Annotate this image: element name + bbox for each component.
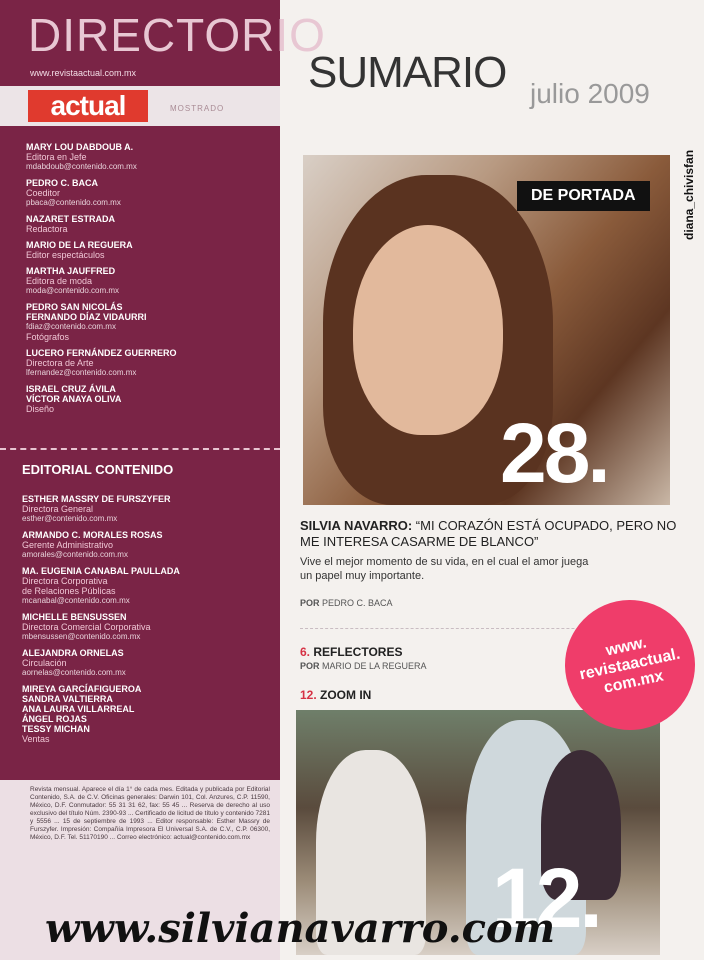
staff-entry — [26, 266, 271, 296]
fine-print: Revista mensual. Aparece el día 1° de cada mes. Editada y publicada por Editorial Contenido, S.A. de C.V. Oficinas generales: Darwin 101, Col. Anzures, C.P. 11590, México, D.F. Conmutador: 55 31 31 62, fax: 55 45 ... Reserva de derecho al uso exclusivo del título Núm. 2390-93 ... Certificado de licitud de título y contenido 7281 y 5556 ... 15 de septiembre de 1993 ... Editor responsable: Esther Massry de Furszyfer. Impresión: Compañía Impresora El Universal S.A. de C.V., C.P. 06300, México, D.F. Tel. 51170190 ... Correo electrónico: actual@contenido.com.mx — [30, 786, 270, 841]
cover-page-number: 28. — [500, 406, 608, 500]
section-title: REFLECTORES — [310, 645, 403, 659]
headline-quote: “MI CORAZÓN ESTÁ OCUPADO, PERO NO ME INTERESA CASARME DE BLANCO” — [300, 518, 677, 549]
staff-entry — [26, 240, 271, 260]
staff-role: Directora de Arte — [26, 358, 94, 368]
staff-email: pbaca@contenido.com.mx — [26, 198, 121, 207]
staff-list — [26, 142, 271, 420]
cover-byline — [300, 598, 393, 608]
headline-name: SILVIA NAVARRO: — [300, 518, 413, 533]
cover-headline — [300, 518, 680, 550]
staff-entry — [26, 302, 271, 342]
logo-side-text: MOSTRADO — [170, 104, 225, 113]
website-badge[interactable]: www. revistaactual. com.mx — [553, 588, 704, 742]
staff-entry — [26, 178, 271, 208]
section-number: 12. — [300, 688, 317, 702]
staff-role: Directora Corporativa de Relaciones Públicas — [22, 576, 116, 596]
staff-entry — [22, 612, 270, 642]
staff-email: mbensussen@contenido.com.mx — [22, 632, 141, 641]
staff-name: NAZARET ESTRADA — [26, 214, 115, 224]
site-url: www.revistaactual.com.mx — [30, 68, 137, 78]
staff-entry — [26, 214, 271, 234]
staff-name: LUCERO FERNÁNDEZ GUERRERO — [26, 348, 177, 358]
editorial-staff-list — [22, 494, 270, 750]
section-number: 6. — [300, 645, 311, 659]
staff-role: Ventas — [22, 734, 50, 744]
staff-email: moda@contenido.com.mx — [26, 286, 120, 295]
issue-date: julio 2009 — [530, 78, 650, 109]
section-reflectores[interactable] — [300, 645, 402, 659]
staff-email: mcanabal@contenido.com.mx — [22, 596, 130, 605]
staff-entry — [22, 648, 270, 678]
staff-entry — [22, 494, 270, 524]
byline-por: POR — [300, 598, 320, 608]
section-byline — [300, 661, 427, 671]
staff-entry — [26, 142, 271, 172]
section-divider — [0, 448, 280, 450]
staff-entry — [22, 566, 270, 606]
face-shape — [353, 225, 503, 435]
cover-tag: DE PORTADA — [517, 181, 650, 211]
staff-email: fdiaz@contenido.com.mx — [26, 322, 116, 331]
staff-name: MARY LOU DABDOUB A. — [26, 142, 134, 152]
actual-logo: actual — [28, 90, 148, 122]
staff-role: Diseño — [26, 404, 55, 414]
staff-entry — [26, 348, 271, 378]
staff-role: Directora Comercial Corporativa — [22, 622, 151, 632]
staff-email: aornelas@contenido.com.mx — [22, 668, 126, 677]
staff-role: Fotógrafos — [26, 332, 70, 342]
staff-entry — [22, 684, 270, 744]
staff-name: ESTHER MASSRY DE FURSZYFER — [22, 494, 171, 504]
staff-role: Coeditor — [26, 188, 61, 198]
zoom-page-number: 12. — [492, 851, 600, 945]
staff-name: MARIO DE LA REGUERA — [26, 240, 133, 250]
staff-role: Editora en Jefe — [26, 152, 87, 162]
bottom-watermark: www.silvianavarro.com — [45, 905, 556, 952]
staff-entry — [26, 384, 271, 414]
section-zoom-in[interactable] — [300, 688, 371, 702]
staff-name: MICHELLE BENSUSSEN — [22, 612, 127, 622]
staff-role: Directora General — [22, 504, 94, 514]
byline-por: POR — [300, 661, 320, 671]
staff-name: MA. EUGENIA CANABAL PAULLADA — [22, 566, 180, 576]
staff-name: ALEJANDRA ORNELAS — [22, 648, 124, 658]
staff-role: Circulación — [22, 658, 67, 668]
staff-email: lfernandez@contenido.com.mx — [26, 368, 137, 377]
staff-name: PEDRO C. BACA — [26, 178, 99, 188]
staff-entry — [22, 530, 270, 560]
staff-role: Redactora — [26, 224, 68, 234]
staff-email: esther@contenido.com.mx — [22, 514, 118, 523]
byline-author: MARIO DE LA REGUERA — [319, 661, 427, 671]
staff-email: amorales@contenido.com.mx — [22, 550, 128, 559]
section-title: ZOOM IN — [316, 688, 372, 702]
staff-email: mdabdoub@contenido.com.mx — [26, 162, 137, 171]
staff-role: Editora de moda — [26, 276, 93, 286]
staff-name: ISRAEL CRUZ ÁVILA VÍCTOR ANAYA OLIVA — [26, 384, 122, 404]
byline-author: PEDRO C. BACA — [319, 598, 393, 608]
staff-role: Gerente Administrativo — [22, 540, 114, 550]
side-watermark: diana_chivisfan — [682, 149, 696, 240]
directory-title: DIRECTORIO — [28, 9, 326, 61]
editorial-heading: EDITORIAL CONTENIDO — [22, 462, 174, 477]
staff-name: MARTHA JAUFFRED — [26, 266, 116, 276]
cover-deck: Vive el mejor momento de su vida, en el cual el amor juega un papel muy importante. — [300, 556, 589, 582]
staff-role: Editor espectáculos — [26, 250, 105, 260]
staff-name: PEDRO SAN NICOLÁS FERNANDO DÍAZ VIDAURRI — [26, 302, 147, 322]
sumario-title: SUMARIO — [308, 48, 507, 97]
staff-name: MIREYA GARCÍAFIGUEROA SANDRA VALTIERRA ANA LAURA VILLARREAL ÁNGEL ROJAS TESSY MICHAN — [22, 684, 142, 734]
staff-name: ARMANDO C. MORALES ROSAS — [22, 530, 163, 540]
